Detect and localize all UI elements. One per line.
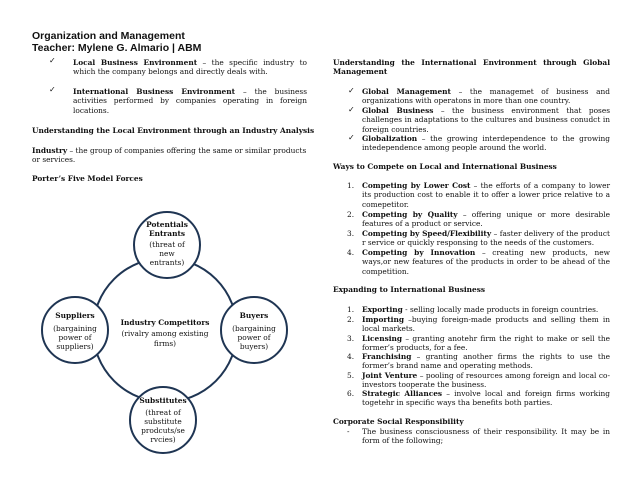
teacher-line: Teacher: Mylene G. Almario | ABM xyxy=(32,42,202,54)
section-heading: Understanding the Local Environment through an Industry Analysis xyxy=(32,126,315,135)
list-text: – offering unique or more desirable features of a product or service. xyxy=(362,210,610,229)
list-number: 6. xyxy=(347,389,355,398)
dash-bullet: - xyxy=(347,427,350,436)
check-icon: ✓ xyxy=(49,56,56,65)
list-term: Competing by Innovation xyxy=(362,248,476,257)
list-term: Licensing xyxy=(362,334,403,343)
list-term: Competing by Quality xyxy=(362,210,458,219)
list-text: – granting another firms the rights to use the former’s brand name and operating methods. xyxy=(362,352,610,371)
left-title: Suppliers xyxy=(55,311,95,320)
section-heading: Porter’s Five Model Forces xyxy=(32,174,143,183)
industry-term: Industry xyxy=(32,146,68,155)
bullet-text: – the growing interdependence to the growing intedependence among people around the world. xyxy=(362,134,610,153)
check-icon: ✓ xyxy=(348,86,355,95)
left-line: (bargaining xyxy=(53,324,97,333)
list-number: 2. xyxy=(347,210,355,219)
bottom-line: (threat of xyxy=(145,408,181,417)
list-term: Joint Venture xyxy=(362,371,418,380)
bullet-item xyxy=(32,85,308,115)
right-line: (bargaining xyxy=(232,324,276,333)
bullet-text: – the business environment that poses challenges in adaptations to the cultures and business conudct in foreign countries. xyxy=(362,106,610,134)
list-number: 4. xyxy=(347,248,355,257)
list-text: –buying foreign-made products and selling them in local markets. xyxy=(362,315,610,334)
list-number: 1. xyxy=(347,181,355,190)
bullet-term: Global Business xyxy=(362,106,434,115)
top-line: new xyxy=(159,249,175,258)
list-text: – involve local and foreign firms working togetehr in specific ways tha benefits both parties. xyxy=(362,389,610,408)
list-text: – faster delivery of the product r service or quickly responsing to the needs of the customers. xyxy=(362,229,611,248)
industry-definition xyxy=(32,146,307,165)
section-heading: Ways to Compete on Local and International Business xyxy=(333,162,557,171)
bottom-title: Substitutes xyxy=(139,396,187,405)
list-term: Competing by Lower Cost xyxy=(362,181,471,190)
list-term: Exporting xyxy=(362,305,403,314)
csr-text: The business consciousness of their responsibility. It may be in form of the following; xyxy=(362,427,610,446)
bullet-text: – the specific industry to which the company belongs and directly deals with. xyxy=(73,58,308,77)
list-text: – the efforts of a company to lower its production cost to enable it to offer a lower price relative to a comepetitor. xyxy=(362,181,610,209)
list-term: Competing by Speed/Flexibility xyxy=(362,229,492,238)
bottom-line: substitute xyxy=(144,417,182,426)
list-number: 3. xyxy=(347,229,355,238)
industry-text: – the group of companies offering the same or similar products or services. xyxy=(32,146,307,165)
center-title: Industry Competitors xyxy=(120,318,210,327)
bullet-term: Globalization xyxy=(362,134,418,143)
bullet-term: Global Management xyxy=(362,87,451,96)
list-number: 1. xyxy=(347,305,355,314)
list-number: 3. xyxy=(347,334,355,343)
porters-five-forces-diagram xyxy=(30,205,302,455)
left-line: suppliers) xyxy=(56,342,94,351)
center-line: (rivalry among existing xyxy=(121,329,209,338)
top-title: Potentials xyxy=(146,220,188,229)
section-heading: Corporate Social Responsibility xyxy=(333,417,464,426)
check-icon: ✓ xyxy=(348,105,355,114)
document-title xyxy=(32,30,201,54)
list-term: Franchising xyxy=(362,352,412,361)
bullet-term: Local Business Environment xyxy=(73,58,198,67)
bullet-term: International Business Environment xyxy=(73,87,236,96)
check-icon: ✓ xyxy=(49,85,56,94)
right-line: power of xyxy=(237,333,271,342)
list-text: – creating new products, new ways,or new features of the products in order to be ahead of the competition. xyxy=(362,248,610,276)
bullet-item xyxy=(32,56,307,78)
bottom-line: rvcies) xyxy=(150,435,176,444)
list-term: Strategic Alliances xyxy=(362,389,443,398)
top-title: Entrants xyxy=(148,229,186,238)
section-heading: Expanding to International Business xyxy=(333,285,486,294)
center-line: firms) xyxy=(153,339,177,348)
right-title: Buyers xyxy=(239,311,269,320)
top-line: entrants) xyxy=(149,258,185,267)
list-number: 5. xyxy=(347,371,355,380)
list-term: Importing xyxy=(362,315,405,324)
bullet-text: – the business activities performed by companies operating in foreign locations. xyxy=(73,87,308,115)
course-title: Organization and Management xyxy=(32,30,185,42)
bottom-line: prodcuts/se xyxy=(141,426,185,435)
check-icon: ✓ xyxy=(348,133,355,142)
list-number: 4. xyxy=(347,352,355,361)
list-number: 2. xyxy=(347,315,355,324)
list-text: – granting anotehr firm the right to make or sell the former’s products, for a fee. xyxy=(362,334,610,353)
right-line: buyers) xyxy=(239,342,269,351)
top-line: (threat of xyxy=(149,240,185,249)
list-text: – pooling of resources among foreign and local co-investors tooperate the business. xyxy=(362,371,610,390)
list-text: - selling locally made products in foreign countries. xyxy=(402,305,599,314)
left-line: power of xyxy=(58,333,92,342)
section-heading: Understanding the International Environment through Global Management xyxy=(333,58,610,77)
right-column xyxy=(333,0,611,493)
bullet-text: – the managemet of business and organizations with operatons in more than one country. xyxy=(362,87,610,106)
